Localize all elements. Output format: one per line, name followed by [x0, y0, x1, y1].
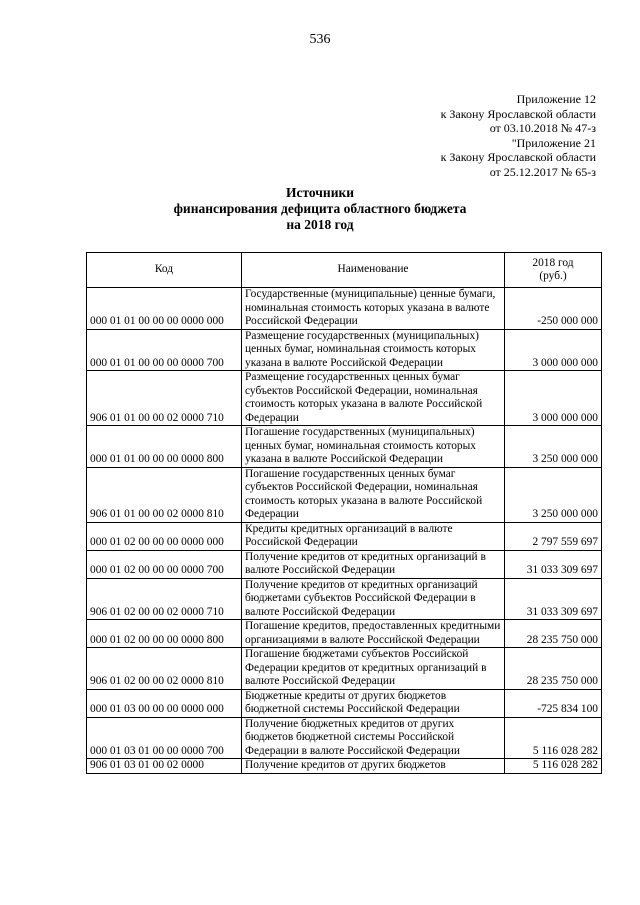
row-name: Размещение государственных ценных бумаг субъектов Российской Федерации, номинальная стоимость которых указана в валюте Российской Федерации [242, 371, 505, 426]
row-name: Погашение государственных ценных бумаг субъектов Российской Федерации, номинальная стоимость которых указана в валюте Российской Федерации [242, 467, 505, 522]
table-row [87, 329, 602, 371]
row-amount: 31 033 309 697 [505, 550, 602, 578]
row-amount: -250 000 000 [505, 288, 602, 330]
table-header-row [87, 253, 602, 288]
table-row [87, 717, 602, 759]
row-name: Погашение государственных (муниципальных) ценных бумаг, номинальная стоимость которых указана в валюте Российской Федерации [242, 426, 505, 468]
title-line: на 2018 год [286, 217, 354, 232]
row-amount: 5 116 028 282 [505, 717, 602, 759]
table-row [87, 620, 602, 648]
header-amount-year: 2018 год [532, 256, 574, 269]
row-name: Получение кредитов от других бюджетов [242, 759, 505, 774]
appendix-line: "Приложение 21 [511, 135, 596, 150]
row-code: 000 01 03 01 00 00 0000 700 [87, 717, 242, 759]
table-row [87, 578, 602, 620]
row-code: 000 01 01 00 00 00 0000 700 [87, 329, 242, 371]
row-code: 906 01 02 00 00 02 0000 810 [87, 648, 242, 690]
table-row [87, 759, 602, 774]
row-amount: 28 235 750 000 [505, 648, 602, 690]
row-amount: 3 000 000 000 [505, 371, 602, 426]
financing-sources-table [86, 252, 602, 774]
table-body [87, 288, 602, 774]
page-number: 536 [309, 32, 331, 47]
header-amount-unit: (руб.) [539, 270, 567, 282]
row-name: Получение кредитов от кредитных организаций бюджетами субъектов Российской Федерации в валюте Российской Федерации [242, 578, 505, 620]
table-row [87, 689, 602, 717]
row-name: Погашение кредитов, предоставленных кредитными организациями в валюте Российской Федерации [242, 620, 505, 648]
row-code: 000 01 01 00 00 00 0000 800 [87, 426, 242, 468]
appendix-reference [441, 92, 596, 180]
table-row [87, 550, 602, 578]
row-amount: 28 235 750 000 [505, 620, 602, 648]
row-name: Государственные (муниципальные) ценные бумаги, номинальная стоимость которых указана в валюте Российской Федерации [242, 288, 505, 330]
table-row [87, 522, 602, 550]
title-line: финансирования дефицита областного бюджета [173, 201, 467, 216]
row-amount: 3 250 000 000 [505, 426, 602, 468]
header-name: Наименование [242, 253, 505, 288]
row-amount: 3 250 000 000 [505, 467, 602, 522]
appendix-line: Приложение 12 [516, 92, 596, 106]
row-code: 000 01 02 00 00 00 0000 700 [87, 550, 242, 578]
row-name: Погашение бюджетами субъектов Российской Федерации кредитов от кредитных организаций в валюте Российской Федерации [242, 648, 505, 690]
row-amount: 31 033 309 697 [505, 578, 602, 620]
row-name: Размещение государственных (муниципальных) ценных бумаг, номинальная стоимость которых указана в валюте Российской Федерации [242, 329, 505, 371]
row-code: 000 01 02 00 00 00 0000 800 [87, 620, 242, 648]
row-code: 906 01 03 01 00 02 0000 [87, 759, 242, 774]
document-title [0, 185, 640, 233]
row-code: 906 01 02 00 00 02 0000 710 [87, 578, 242, 620]
row-code: 000 01 01 00 00 00 0000 000 [87, 288, 242, 330]
appendix-line: от 25.12.2017 № 65-з [489, 164, 596, 179]
row-amount: 3 000 000 000 [505, 329, 602, 371]
row-code: 906 01 01 00 00 02 0000 810 [87, 467, 242, 522]
row-name: Получение бюджетных кредитов от других бюджетов бюджетной системы Российской Федерации в валюте Российской Федерации [242, 717, 505, 759]
row-amount: -725 834 100 [505, 689, 602, 717]
title-line: Источники [285, 185, 355, 200]
table-row [87, 371, 602, 426]
header-code: Код [87, 253, 242, 288]
row-code: 000 01 03 00 00 00 0000 000 [87, 689, 242, 717]
row-amount: 2 797 559 697 [505, 522, 602, 550]
appendix-line: от 03.10.2018 № 47-з [489, 121, 596, 136]
appendix-line: к Закону Ярославской области [440, 150, 596, 165]
table-row [87, 467, 602, 522]
table-row [87, 288, 602, 330]
appendix-line: к Закону Ярославской области [440, 106, 596, 121]
row-code: 906 01 01 00 00 02 0000 710 [87, 371, 242, 426]
row-amount: 5 116 028 282 [505, 759, 602, 774]
row-code: 000 01 02 00 00 00 0000 000 [87, 522, 242, 550]
header-amount [505, 253, 602, 288]
table-row [87, 426, 602, 468]
row-name: Получение кредитов от кредитных организаций в валюте Российской Федерации [242, 550, 505, 578]
row-name: Бюджетные кредиты от других бюджетов бюджетной системы Российской Федерации [242, 689, 505, 717]
row-name: Кредиты кредитных организаций в валюте Российской Федерации [242, 522, 505, 550]
table-row [87, 648, 602, 690]
